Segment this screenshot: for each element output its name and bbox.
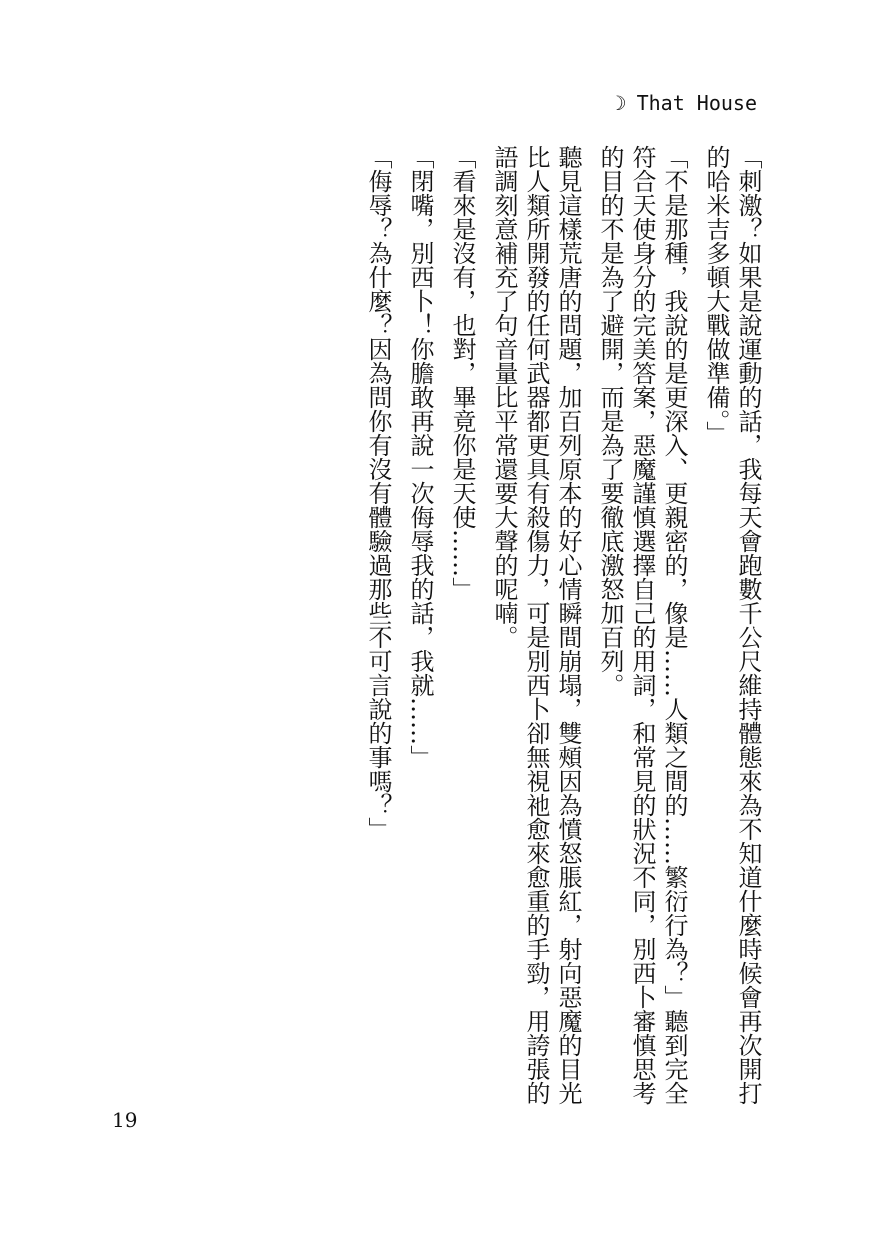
running-header (615, 90, 757, 116)
paragraph: 「看來是沒有，也對，畢竟你是天使……」 (448, 145, 476, 601)
paragraph: 聽見這樣荒唐的問題，加百列原本的好心情瞬間崩塌，雙頰因為憤怒脹紅，射向惡魔的目光比人類所開發的任何武器都更具有殺傷力，可是別西卜卻無視祂愈來愈重的手勁，用誇張的語調刻意補充了句音量比平常還要大聲的呢喃。 (490, 145, 582, 1105)
vertical-text-body (352, 145, 764, 1125)
paragraph: 「閉嘴，別西卜！你膽敢再說一次侮辱我的話，我就……」 (406, 145, 434, 769)
paragraph: 「侮辱？為什麼？因為問你有沒有體驗過那些不可言說的事嗎？」 (364, 145, 392, 841)
crescent-moon-icon: ☽ (614, 91, 627, 115)
page-number: 19 (112, 1108, 138, 1132)
paragraph: 「刺激？如果是說運動的話，我每天會跑數千公尺維持體態來為不知道什麼時候會再次開打的哈米吉多頓大戰做準備。」 (702, 145, 762, 1105)
running-header-title: That House (636, 91, 757, 115)
paragraph: 「不是那種，我說的是更深入、更親密的，像是……人類之間的……繁衍行為？」聽到完全符合天使身分的完美答案，惡魔謹慎選擇自己的用詞，和常見的狀況不同，別西卜審慎思考的目的不是為了避開，而是為了要徹底激怒加百列。 (596, 145, 688, 1105)
